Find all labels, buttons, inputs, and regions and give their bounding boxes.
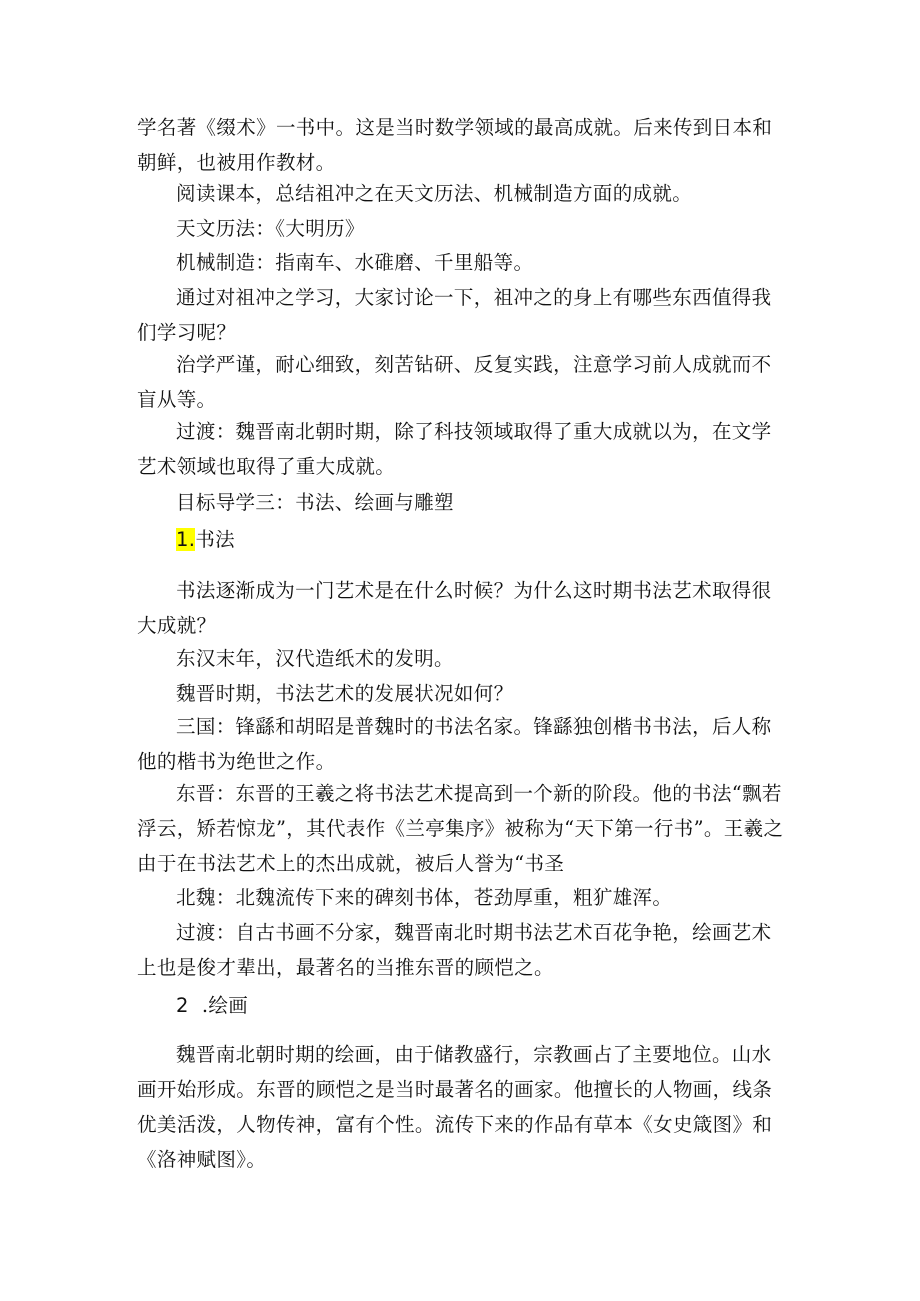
- section-heading-goal-three: 目标导学三：书法、绘画与雕塑: [176, 491, 454, 514]
- paragraph-weijin-question: 魏晋时期，书法艺术的发展状况如何？: [176, 682, 514, 705]
- paragraph-discussion-question: 通过对祖冲之学习，大家讨论一下，祖冲之的身上有哪些东西值得我们学习呢？: [137, 286, 772, 344]
- paragraph-learning-qualities: 治学严谨，耐心细致，刻苦钻研、反复实践，注意学习前人成就而不盲从等。: [137, 353, 772, 411]
- paragraph-painting: 魏晋南北朝时期的绘画，由于储教盛行，宗教画占了主要地位。山水画开始形成。东晋的顾恺之是当时最著名的画家。他擅长的人物画，线条优美活泼，人物传神，富有个性。流传下来的作品有草本《女史箴图》和《洛神赋图》。: [137, 1043, 773, 1171]
- paragraph-transition-arts: 过渡：魏晋南北朝时期，除了科技领域取得了重大成就以为，在文学艺术领域也取得了重大成就。: [137, 420, 772, 478]
- paragraph-machinery: 机械制造：指南车、水碓磨、千里船等。: [176, 251, 534, 274]
- subheading-calligraphy-text: 书法: [195, 528, 236, 551]
- subheading-painting-number: 2: [176, 994, 189, 1017]
- paragraph-zhuishu: 学名著《缀术》一书中。这是当时数学领域的最高成就。后来传到日本和朝鲜，也被用作教材。: [137, 116, 773, 174]
- paragraph-transition-painting: 过渡：自古书画不分家，魏晋南北时期书法艺术百花争艳，绘画艺术上也是俊才辈出，最著名的当推东晋的顾恺之。: [137, 921, 772, 979]
- paragraph-papermaking: 东汉末年，汉代造纸术的发明。: [176, 647, 454, 670]
- paragraph-astronomy: 天文历法：《大明历》: [176, 217, 365, 240]
- paragraph-eastern-jin: 东晋：东晋的王羲之将书法艺术提高到一个新的阶段。他的书法“飘若浮云，矫若惊龙”，其代表作《兰亭集序》被称为“天下第一行书”。王羲之由于在书法艺术上的杰出成就，被后人誉为“书圣: [137, 782, 784, 875]
- subheading-painting: [176, 988, 576, 1023]
- paragraph-reading-task: 阅读课本，总结祖冲之在天文历法、机械制造方面的成就。: [176, 182, 693, 205]
- paragraph-northern-wei: 北魏：北魏流传下来的碑刻书体，苍劲厚重，粗犷雄浑。: [176, 886, 673, 909]
- paragraph-calligraphy-question: 书法逐渐成为一门艺术是在什么时候？为什么这时期书法艺术取得很大成就？: [137, 579, 772, 637]
- subheading-calligraphy: [176, 522, 576, 557]
- paragraph-three-kingdoms: 三国：锋繇和胡昭是普魏时的书法名家。锋繇独创楷书书法，后人称他的楷书为绝世之作。: [137, 715, 772, 773]
- subheading-painting-text: .绘画: [201, 994, 249, 1017]
- highlighted-number: 1.: [176, 528, 196, 551]
